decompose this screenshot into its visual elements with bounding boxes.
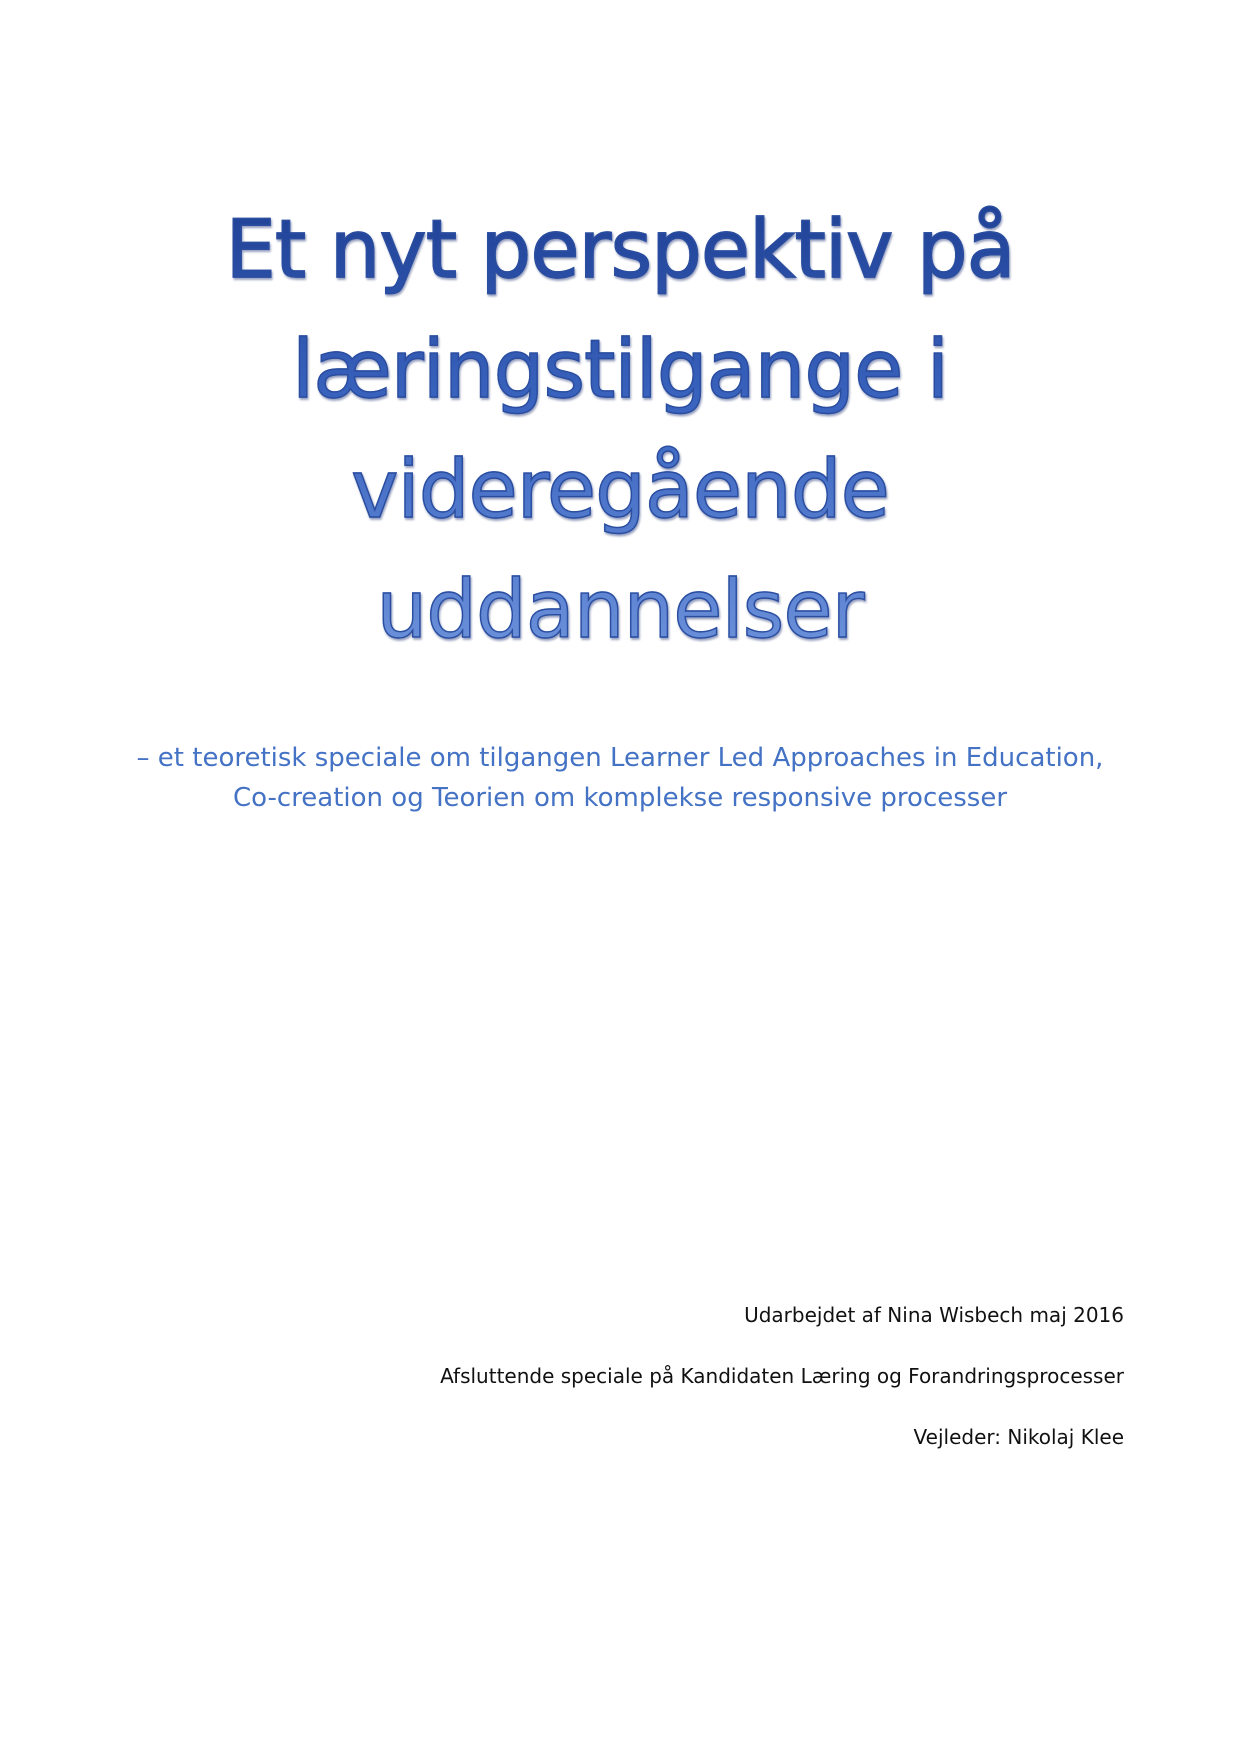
program-line: Afsluttende speciale på Kandidaten Læring og Forandringsprocesser — [440, 1364, 1124, 1388]
subtitle-line-2: Co-creation og Teorien om komplekse responsive processer — [232, 783, 1008, 813]
title-line-3: videregående — [351, 443, 889, 536]
supervisor-line: Vejleder: Nikolaj Klee — [913, 1425, 1124, 1449]
subtitle-line-1: – et teoretisk speciale om tilgangen Learner Led Approaches in Education, — [136, 743, 1104, 773]
title-line-4: uddannelser — [376, 563, 864, 656]
author-info — [224, 1300, 1124, 1483]
author-line: Udarbejdet af Nina Wisbech maj 2016 — [744, 1303, 1124, 1327]
document-subtitle — [80, 738, 1160, 818]
document-title — [100, 190, 1140, 670]
title-line-2: læringstilgange i — [291, 323, 949, 416]
title-line-1: Et nyt perspektiv på — [225, 203, 1015, 296]
